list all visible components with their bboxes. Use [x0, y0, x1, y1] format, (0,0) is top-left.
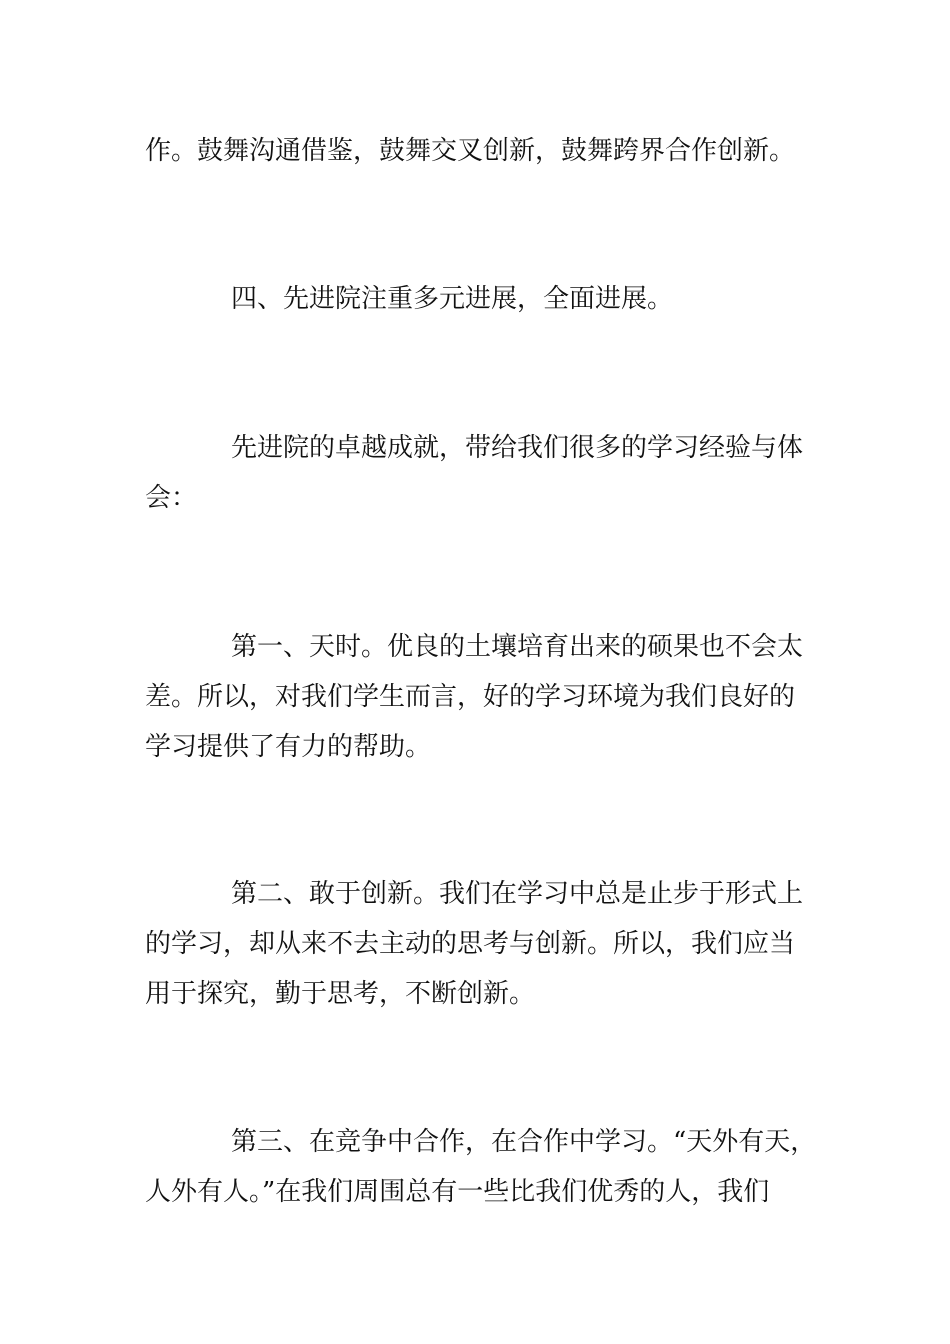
paragraph-line: 先进院的卓越成就，带给我们很多的学习经验与体: [231, 433, 804, 463]
paragraph-line: 用于探究，勤于思考，不断创新。: [145, 979, 536, 1009]
paragraph-point-three: [145, 1117, 825, 1217]
paragraph-line: 第一、天时。优良的土壤培育出来的硕果也不会太: [231, 632, 804, 662]
paragraph-line: 学习提供了有力的帮助。: [145, 732, 432, 762]
paragraph-line: 作。鼓舞沟通借鉴，鼓舞交叉创新，鼓舞跨界合作创新。: [145, 136, 796, 166]
section-heading-four: [145, 274, 825, 324]
paragraph-line: 第二、敢于创新。我们在学习中总是止步于形式上: [231, 879, 804, 909]
paragraph-continuation: [145, 126, 825, 176]
paragraph-line: 的学习，却从来不去主动的思考与创新。所以，我们应当: [145, 929, 796, 959]
paragraph-line: 会：: [145, 483, 198, 513]
paragraph-point-one: [145, 622, 825, 772]
paragraph-line: 人外有人。”在我们周围总有一些比我们优秀的人，我们: [145, 1177, 770, 1207]
paragraph-line: 差。所以，对我们学生而言，好的学习环境为我们良好的: [145, 682, 796, 712]
paragraph-point-two: [145, 869, 825, 1019]
paragraph-line: 四、先进院注重多元进展，全面进展。: [231, 284, 674, 314]
paragraph-line: 第三、在竞争中合作，在合作中学习。“天外有天，: [231, 1127, 817, 1157]
paragraph-experience-intro: [145, 423, 825, 523]
